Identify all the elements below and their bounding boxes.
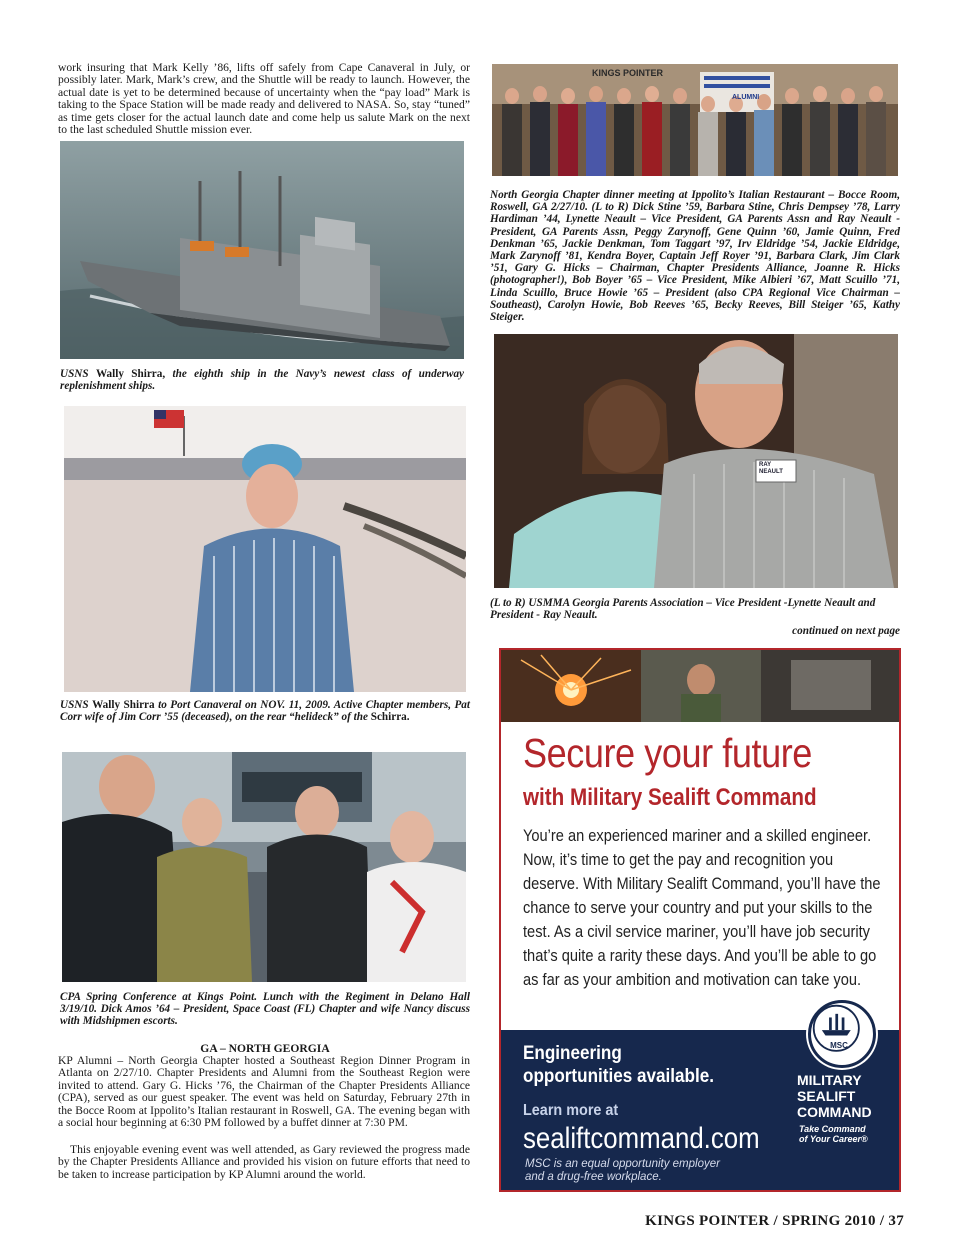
engineering-line-1: Engineering	[523, 1043, 622, 1064]
ship-name: Wally Shirra,	[95, 368, 166, 380]
msc-tagline	[799, 1124, 868, 1144]
ad-headline: Secure your future	[523, 730, 812, 776]
banner-alumni: ALUMNI	[732, 94, 760, 101]
group-dinner-photo	[492, 64, 898, 176]
ad-body-text: You’re an experienced mariner and a skilled engineer. Now, it’s time to get the pay and recognition you deserve. With Military Sealift Command, you’ll have the chance to serve your country and put your skills to the test. As a civil service mariner, you’ll have job security that’s quite a rarity these days. And you’ll be able to go as far as your ambition and motivation can take you.	[523, 826, 881, 989]
page-footer	[645, 1213, 904, 1230]
brand-line-2: SEALIFT	[797, 1088, 856, 1104]
continued-note: continued on next page	[792, 625, 900, 637]
caption-end: Schirra.	[370, 711, 410, 724]
banner-text: KINGS POINTER	[592, 68, 664, 78]
helideck-caption	[60, 699, 470, 723]
ship-caption	[60, 368, 464, 392]
msc-brand-name	[797, 1072, 872, 1120]
ad-photo-strip	[501, 650, 899, 722]
magazine-name: KINGS POINTER	[645, 1213, 770, 1229]
caption-mid: to Port Canaveral on NOV. 11, 2009. Active Chapter members, Pat Corr wife of Jim Corr ’55 (deceased), on the rear “helideck” of the	[60, 699, 471, 724]
conference-caption: CPA Spring Conference at Kings Point. Lunch with the Regiment in Delano Hall 3/19/10. Dick Amos ’64 – President, Space Coast (FL) Chapter and wife Nancy discuss with Midshipmen escorts.	[60, 991, 470, 1028]
eeo-statement	[525, 1158, 720, 1184]
section-paragraph-1: KP Alumni – North Georgia Chapter hosted a Southeast Region Dinner Program in Atlanta on 2/27/10. Chapter Presidents and Alumni from the Southeast Region were invited to attend. Gary G. Hicks ’76, the Chairman of the Chapter Presidents Alliance (CPA), served as our guest speaker. The event was held on Saturday, February 27th in the Bocce Room at Ippolito’s Italian restaurant in Roswell, GA. The evening began with a social hour beginning at 6:30 PM followed by a buffet dinner at 7:30 PM.	[58, 1054, 470, 1130]
footer-separator: /	[773, 1213, 783, 1229]
sealift-url-link[interactable]: sealiftcommand.com	[523, 1122, 760, 1155]
brand-line-1: MILITARY	[797, 1072, 862, 1088]
eeo-line-1: MSC is an equal opportunity employer	[525, 1158, 720, 1170]
tagline-line-1: Take Command	[799, 1124, 866, 1134]
helideck-photo	[64, 406, 466, 692]
name-tag-text: RAY NEAULT	[759, 462, 783, 475]
couple-photo	[494, 334, 898, 588]
caption-prefix: USNS	[60, 699, 89, 711]
footer-separator: /	[879, 1213, 889, 1229]
section-paragraph-2: This enjoyable evening event was well attended, as Gary reviewed the progress made by the Chapter Presidents Alliance and provided his vision on future efforts that need to be taken to increase participation by KP Alumni around the world.	[58, 1143, 470, 1181]
msc-advertisement[interactable]	[499, 648, 901, 1192]
msc-seal-icon	[808, 1000, 876, 1068]
dinner-caption: North Georgia Chapter dinner meeting at Ippolito’s Italian Restaurant – Bocce Room, Roswell, GA 2/27/10. (L to R) Dick Stine ’59, Barbara Stine, Chris Dempsey ’78, Larry Hardiman ’44, Lynette Neault – Vice President, GA Parents Assn and Ray Neault - President, GA Parents Assn, Peggy Zarynoff, Gene Quinn ’60, Jamie Quinn, Fred Denkman ’65, Jackie Denkman, Tom Taggart ’97, Irv Eldridge ’54, Jackie Eldridge, Mark Zarynoff ’81, Kendra Boyer, Captain Jeff Royer ’91, Barbara Clark, Jim Clark ’51, Gary G. Hicks – Chairman, Chapter Presidents Alliance, Joanne R. Hicks (photographer!), Bob Boyer ’65 – Vice President, Mike Albieri ’67, Matt Scuillo ’71, Linda Scuillo, Bruce Howie ’65 – President (also CPA Regional Vice Chairman – Southeast), Carolyn Howie, Bob Reeves ’65, Becky Reeves, Bill Steiger ’65, Kathy Steiger.	[490, 189, 900, 324]
engineering-callout	[523, 1042, 714, 1088]
page-number: 37	[888, 1213, 904, 1229]
eeo-line-2: and a drug-free workplace.	[525, 1171, 662, 1183]
tagline-line-2: of Your Career®	[799, 1134, 868, 1144]
couple-caption: (L to R) USMMA Georgia Parents Association – Vice President -Lynette Neault and President - Ray Neault.	[490, 597, 876, 622]
learn-more-label: Learn more at	[523, 1102, 619, 1119]
caption-prefix: USNS	[60, 368, 89, 380]
article-intro: work insuring that Mark Kelly ’86, lifts off safely from Cape Canaveral in July, or possibly later. Mark, Mark’s crew, and the Shuttle will be ready to launch. However, the actual date is yet to be determined because of uncertainty when the “pay load” Mark is taking to the Space Station will be made ready and delivered to NASA. So, stay “tuned” as time gets closer for the actual launch date and come help us salute Mark on the next to the last scheduled Shuttle mission ever.	[58, 61, 470, 137]
engineering-line-2: opportunities available.	[523, 1066, 714, 1087]
section-heading: GA – NORTH GEORGIA	[200, 1042, 330, 1055]
msc-seal-text: MSC	[830, 1041, 848, 1050]
issue-label: SPRING 2010	[782, 1213, 876, 1229]
caption-rest: the eighth ship in the Navy’s newest class of underway replenishment ships.	[60, 368, 465, 393]
ad-subheadline: with Military Sealift Command	[523, 784, 817, 811]
conference-photo	[62, 752, 466, 982]
ship-name: Wally Shirra	[92, 699, 155, 711]
msc-logo-badge	[797, 1000, 887, 1160]
ship-photo	[60, 141, 464, 359]
brand-line-3: COMMAND	[797, 1104, 872, 1120]
ad-footer-panel	[501, 1030, 899, 1190]
